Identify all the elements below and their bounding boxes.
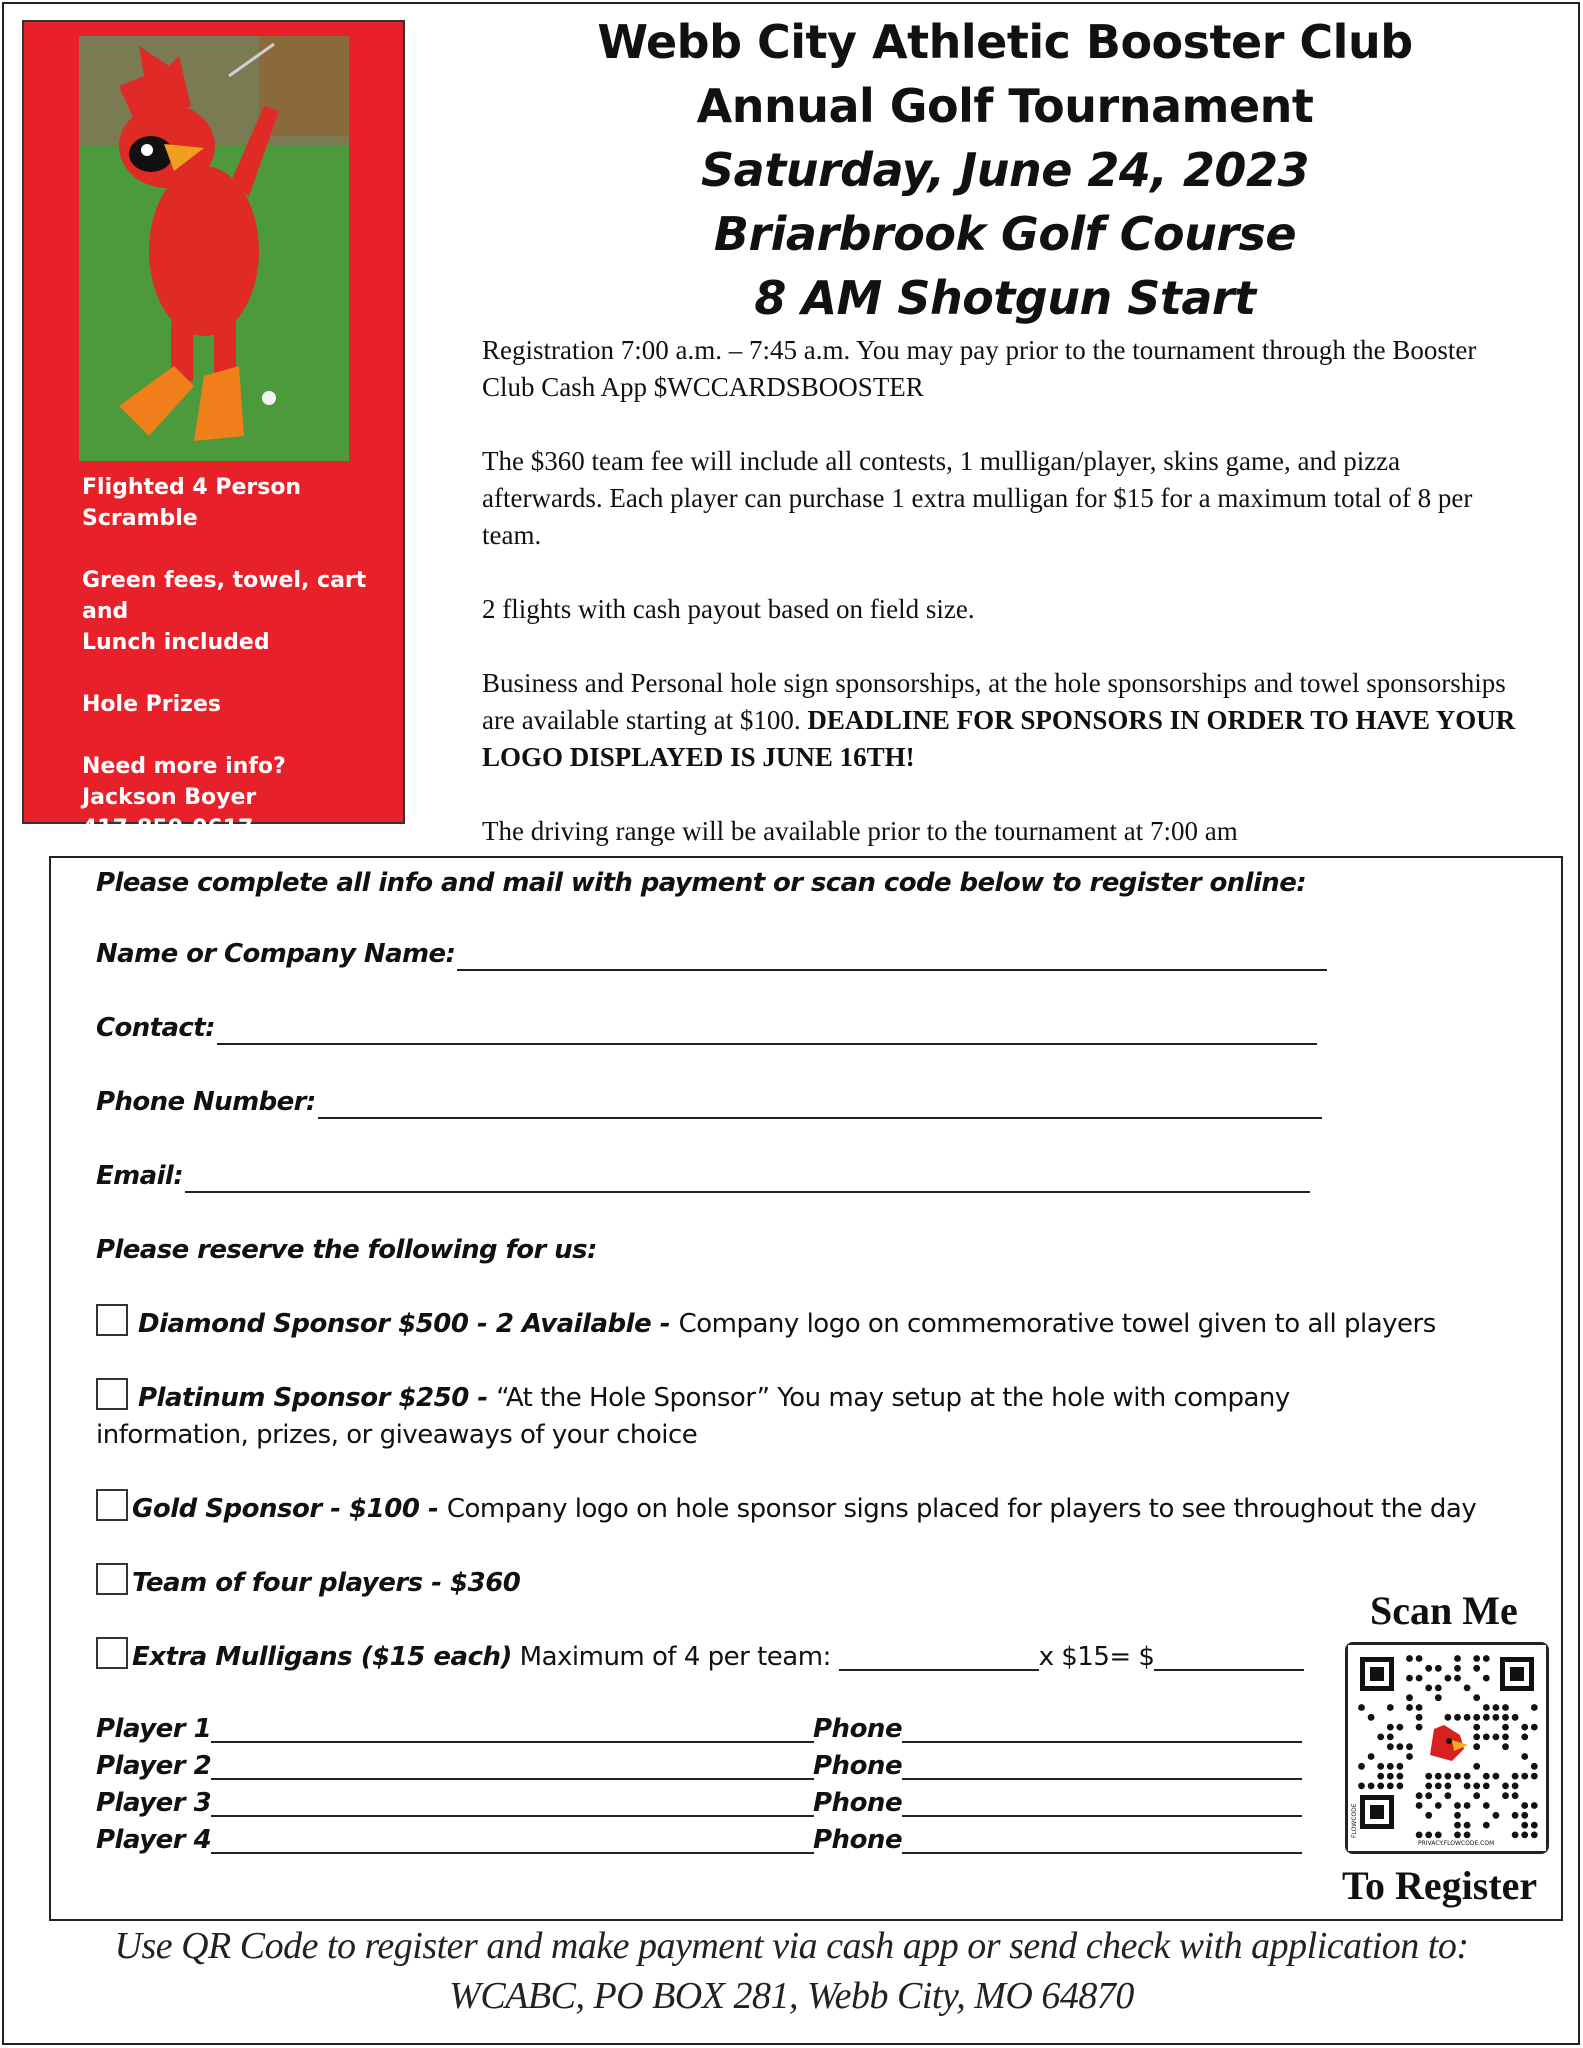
phone-1-label: Phone [813,1714,903,1744]
mulligan-title: Extra Mulligans ($15 each) [132,1642,512,1672]
phone-label: Phone Number: [96,1087,316,1117]
player-1-label: Player 1 [96,1714,212,1744]
mulligan-checkbox[interactable] [96,1637,128,1669]
player-1-line[interactable] [211,1715,814,1743]
player-4-row[interactable] [96,1822,814,1859]
mulligan-desc: Maximum of 4 per team: [511,1642,839,1672]
player-2-line[interactable] [211,1752,814,1780]
sponsor-deadline: DEADLINE FOR SPONSORS IN ORDER TO HAVE YOUR LOGO DISPLAYED IS JUNE 16TH! [482,705,1516,772]
footer-line-2: WCABC, PO BOX 281, Webb City, MO 64870 [449,1975,1134,2017]
sidebar-text [82,472,397,875]
email-input-line[interactable] [185,1165,1310,1193]
platinum-desc: “At the Hole Sponsor” You may setup at the hole with company [496,1383,1290,1413]
player-4-phone[interactable] [813,1822,1302,1859]
cardinal-mascot-illustration [79,36,349,461]
mulligan-total-line[interactable] [1154,1645,1304,1671]
event-title-block [430,10,1580,330]
gold-sponsor-option [96,1489,1476,1528]
mulligan-option [96,1637,1304,1676]
contact-label: Contact: [96,1013,215,1043]
player-4-label: Player 4 [96,1825,212,1855]
mulligan-qty-line[interactable] [839,1645,1039,1671]
email-label: Email: [96,1161,184,1191]
phone-2-line[interactable] [902,1752,1302,1780]
phone-4-label: Phone [813,1825,903,1855]
cardinal-mascot-photo [79,36,349,461]
player-2-label: Player 2 [96,1751,212,1781]
gold-checkbox[interactable] [96,1489,128,1521]
player-3-phone[interactable] [813,1785,1302,1822]
scan-me-label: Scan Me [1370,1588,1518,1633]
player-2-row[interactable] [96,1748,814,1785]
sponsorship-text: Business and Personal hole sign sponsorships, at the hole sponsorships and towel sponsorships are available starting at $100. [482,668,1506,735]
team-option [96,1563,520,1602]
contact-phone: 417-850-0617 [82,816,254,841]
phone-3-label: Phone [813,1788,903,1818]
qr-bottom-caption: PRIVACY.FLOWCODE.COM [1418,1840,1495,1847]
player-3-row[interactable] [96,1785,814,1822]
event-title: Annual Golf Tournament [696,79,1314,133]
gold-title: Gold Sponsor - $100 - [132,1494,447,1524]
fee-info: The $360 team fee will include all contests, 1 mulligan/player, skins game, and pizza afterwards. Each player can purchase 1 extra mulligan for $15 for a maximum total of 8 per team. [482,446,1473,550]
phone-field[interactable] [96,1085,1322,1119]
player-2-phone[interactable] [813,1748,1302,1785]
phone-input-line[interactable] [318,1091,1322,1119]
player-3-label: Player 3 [96,1788,212,1818]
gold-desc: Company logo on hole sponsor signs placed for players to see throughout the day [446,1494,1477,1524]
player-1-row[interactable] [96,1711,814,1748]
team-checkbox[interactable] [96,1563,128,1595]
info-sidebar [22,20,405,872]
phone-2-label: Phone [813,1751,903,1781]
contact-input-line[interactable] [217,1017,1317,1045]
platinum-checkbox[interactable] [96,1378,128,1410]
contact-field[interactable] [96,1011,1317,1045]
contact-email: jboyer@wcr7.org [82,847,293,872]
phone-1-line[interactable] [902,1715,1302,1743]
platinum-desc-2: information, prizes, or giveaways of your choice [96,1420,698,1450]
qr-left-caption: FLOWCODE [1351,1803,1358,1838]
team-title: Team of four players - $360 [132,1568,521,1598]
registration-form [49,856,1563,1921]
registration-qr-code[interactable] [1345,1642,1549,1854]
flights-info: 2 flights with cash payout based on field size. [482,594,975,624]
hole-prizes: Hole Prizes [82,692,221,717]
to-register-label: To Register [1342,1863,1538,1908]
diamond-sponsor-option [96,1304,1436,1343]
name-input-line[interactable] [457,943,1327,971]
player-4-line[interactable] [211,1826,814,1854]
diamond-title: Diamond Sponsor $500 - 2 Available - [138,1309,679,1339]
form-instructions: Please complete all info and mail with payment or scan code below to register online: [96,868,1307,898]
diamond-desc: Company logo on commemorative towel given to all players [678,1309,1436,1339]
contact-name: Jackson Boyer [82,785,257,810]
platinum-title: Platinum Sponsor $250 - [138,1383,497,1413]
org-title: Webb City Athletic Booster Club [597,15,1413,69]
included-line-2: Lunch included [82,630,270,655]
name-label: Name or Company Name: [96,939,456,969]
qr-code-icon [1348,1645,1546,1851]
player-1-phone[interactable] [813,1711,1302,1748]
event-details [482,332,1522,850]
footer-line-1: Use QR Code to register and make payment via cash app or send check with application to: [114,1925,1469,1967]
sponsorship-info [482,665,1522,776]
phone-4-line[interactable] [902,1826,1302,1854]
driving-range-info: The driving range will be available prior to the tournament at 7:00 am [482,816,1238,846]
tournament-format: Flighted 4 Person Scramble [82,475,302,531]
included-line-1: Green fees, towel, cart and [82,568,367,624]
event-start: 8 AM Shotgun Start [754,271,1256,325]
event-date: Saturday, June 24, 2023 [701,143,1309,197]
info-heading: Need more info? [82,754,286,779]
mulligan-calc: x $15= $ [1038,1642,1155,1672]
name-field[interactable] [96,937,1327,971]
email-field[interactable] [96,1159,1310,1193]
diamond-checkbox[interactable] [96,1304,128,1336]
registration-info: Registration 7:00 a.m. – 7:45 a.m. You may pay prior to the tournament through the Booster Club Cash App $WCCARDSBOOSTER [482,335,1477,402]
platinum-sponsor-option [96,1378,1290,1454]
phone-3-line[interactable] [902,1789,1302,1817]
player-3-line[interactable] [211,1789,814,1817]
reserve-heading: Please reserve the following for us: [96,1235,597,1265]
event-venue: Briarbrook Golf Course [713,207,1297,261]
